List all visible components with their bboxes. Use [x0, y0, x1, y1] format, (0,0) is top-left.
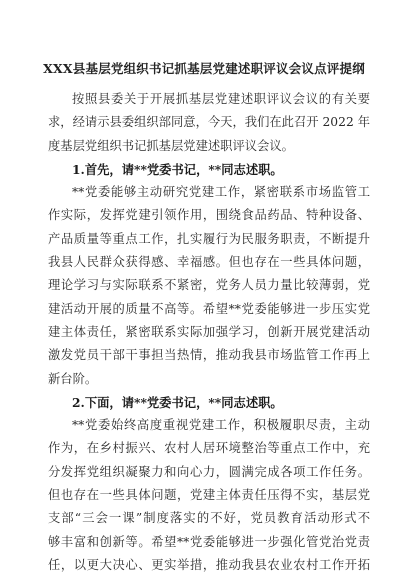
section1-heading: 1.首先，请**党委书记，**同志述职。: [72, 161, 283, 177]
document-title: XXX县基层党组织书记抓基层党建述职评议会议点评提纲: [43, 61, 365, 76]
section2-paragraph-line: 支部“三会一课”制度落实的不好，党员教育活动形式不: [48, 511, 370, 526]
section2-paragraph-line: 但也存在一些具体问题，党建主体责任压得不实，基层党: [48, 488, 370, 503]
section1-paragraph-line: 理论学习与实际联系不紧密，党务人员力量比较薄弱，党: [48, 278, 370, 293]
section2-heading: 2.下面，请**党委书记，**同志述职。: [72, 394, 283, 410]
section1-paragraph-line: 我县人民群众获得感、幸福感。但也存在一些具体问题，: [48, 255, 370, 270]
intro-paragraph-line: 求，经请示县委组织部同意，今天，我们在此召开 2022 年: [48, 115, 370, 130]
section1-paragraph-line: 作实际，发挥党建引领作用，围绕食品药品、特种设备、: [48, 208, 370, 223]
intro-paragraph-line: 按照县委关于开展抓基层党建述职评议会议的有关要: [72, 92, 370, 106]
section1-paragraph-line: 建活动开展的质量不高等。希望**党委能够进一步压实党: [48, 301, 370, 316]
section1-paragraph-line: 激发党员干部干事担当热情，推动我县市场监管工作再上: [48, 348, 370, 363]
section1-paragraph-line: 产品质量等重点工作，扎实履行为民服务职责，不断提升: [48, 231, 370, 246]
section1-paragraph-line: 建主体责任，紧密联系实际加强学习，创新开展党建活动: [48, 324, 370, 339]
section2-paragraph-line: **党委始终高度重视党建工作，积极履职尽责，主动: [72, 418, 370, 433]
section1-paragraph-line: **党委能够主动研究党建工作，紧密联系市场监管工: [72, 185, 370, 200]
section2-paragraph-line: 够丰富和创新等。希望**党委能够进一步强化管党治党责: [48, 534, 370, 549]
section1-paragraph-line: 新台阶。: [48, 371, 98, 386]
document-body: [48, 88, 370, 577]
section2-paragraph-line: 作为，在乡村振兴、农村人居环境整治等重点工作中，充: [48, 441, 370, 456]
section2-paragraph-line: 任，以更大决心、更实举措，推动我县农业农村工作开拓: [48, 557, 370, 572]
intro-paragraph-line: 度基层党组织书记抓基层党建述职评议会议。: [48, 138, 294, 153]
section2-paragraph-line: 分发挥党组织凝聚力和向心力，圆满完成各项工作任务。: [48, 464, 370, 479]
